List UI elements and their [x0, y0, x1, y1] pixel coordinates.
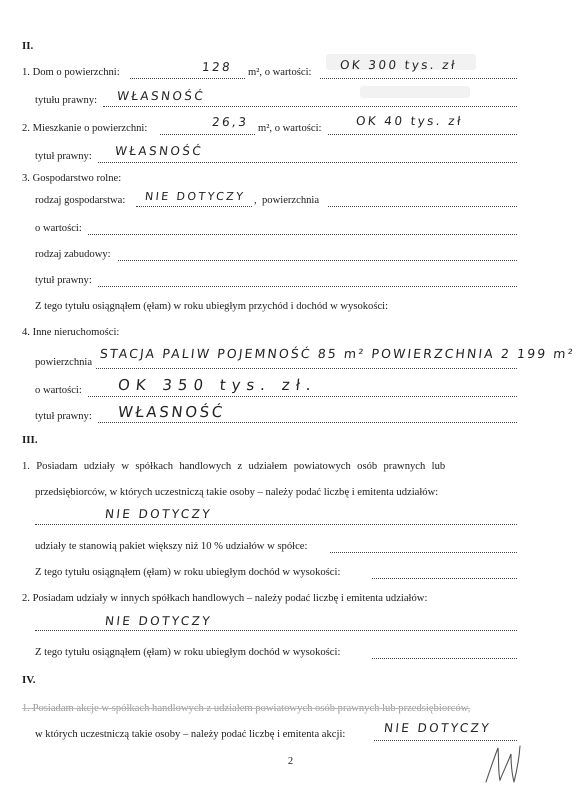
farm-type-row: rodzaj gospodarstwa: NIE DOTYCZY , powierzchnia: [0, 194, 581, 210]
shares-income-label: Z tego tytułu osiągnąłem (ęłam) w roku ubiegłym dochód w wysokości:: [35, 567, 341, 578]
other-title-value: WŁASNOŚĆ: [117, 403, 226, 421]
shares-answer: NIE DOTYCZY: [104, 507, 213, 521]
other-value: OK 350 tys. zł.: [117, 376, 318, 394]
flat-title-row: [0, 144, 581, 166]
dotted-line: [328, 202, 517, 207]
farm-type-value: NIE DOTYCZY: [144, 190, 246, 203]
house-area-row: [0, 58, 581, 82]
farm-value-label: o wartości:: [35, 223, 82, 234]
other-heading-row: [0, 326, 581, 342]
shares-pakiet-label: udziały te stanowią pakiet większy niż 10 % udziałów w spółce:: [35, 541, 308, 552]
other-label: 4. Inne nieruchomości:: [22, 327, 120, 338]
other-value-label: o wartości:: [35, 385, 82, 396]
farm-title-label: tytuł prawny:: [35, 275, 92, 286]
flat-label: 2. Mieszkanie o powierzchni:: [22, 123, 148, 134]
farm-heading-row: [0, 172, 581, 188]
dotted-line: [328, 130, 517, 135]
other-value-row: [0, 376, 581, 400]
house-title-value: WŁASNOŚĆ: [116, 89, 206, 103]
other-title-label: tytuł prawny:: [35, 411, 92, 422]
other-shares-row: [0, 592, 581, 608]
other-shares-income-label: Z tego tytułu osiągnąłem (ęłam) w roku ubiegłym dochód w wysokości:: [35, 647, 341, 658]
stocks-line1-row: [0, 702, 581, 718]
farm-income-label: Z tego tytułu osiągnąłem (ęłam) w roku ubiegłym przychód i dochód w wysokości:: [35, 301, 389, 312]
other-area-label: powierzchnia: [35, 357, 93, 368]
dotted-line: [320, 74, 517, 79]
house-title-row: [0, 89, 581, 110]
house-area-value: 128: [201, 60, 233, 74]
dotted-line: [98, 282, 517, 287]
other-area-value: STACJA PALIW POJEMNOŚĆ 85 m² POWIERZCHNIA 2 199 m²: [99, 346, 576, 361]
stocks-line2: w których uczestniczą takie osoby – należy podać liczbę i emitenta akcji:: [35, 729, 346, 740]
dotted-line: [372, 654, 517, 659]
flat-value: OK 40 tys. zł: [355, 114, 464, 128]
section-heading-iii: III.: [22, 434, 38, 446]
shares-line1: 1. Posiadam udziały w spółkach handlowych z udziałem powiatowych osób prawnych lub: [22, 461, 446, 472]
farm-build-label: rodzaj zabudowy:: [35, 249, 111, 260]
other-shares-answer-row: [0, 614, 581, 634]
other-shares-answer: NIE DOTYCZY: [104, 614, 213, 628]
other-shares-line: 2. Posiadam udziały w innych spółkach handlowych – należy podać liczbę i emitenta udziałów:: [22, 593, 428, 604]
farm-build-row: [0, 248, 581, 264]
dotted-line: [98, 158, 517, 163]
house-value: OK 300 tys. zł: [339, 58, 458, 72]
farm-type-label: rodzaj gospodarstwa:: [35, 195, 126, 206]
section-heading-ii: II.: [22, 40, 34, 52]
signature-mark: [480, 740, 530, 788]
shares-line2: przedsiębiorców, w których uczestniczą takie osoby – należy podać liczbę i emitenta udziałów:: [35, 487, 439, 498]
house-title-label: tytułu prawny:: [35, 95, 98, 106]
shares-answer-row: [0, 507, 581, 528]
section-heading-iv: IV.: [22, 674, 36, 686]
dotted-line: [118, 256, 517, 261]
dotted-line: [330, 548, 517, 553]
page-number: 2: [287, 756, 294, 767]
dotted-line: [88, 230, 517, 235]
farm-value-row: [0, 222, 581, 238]
flat-area-value: 26,3: [211, 115, 250, 129]
dotted-line: [130, 74, 245, 79]
flat-title-label: tytuł prawny:: [35, 151, 92, 162]
farm-title-row: [0, 274, 581, 290]
farm-area-label: powierzchnia: [262, 195, 320, 206]
flat-area-row: [0, 114, 581, 138]
shares-pakiet-row: [0, 540, 581, 556]
house-unit-label: m², o wartości:: [248, 67, 312, 78]
farm-income-row: [0, 300, 581, 316]
dotted-line: [96, 364, 517, 369]
other-title-row: [0, 403, 581, 426]
dotted-line: [372, 574, 517, 579]
stocks-answer: NIE DOTYCZY: [383, 721, 492, 735]
dotted-line: [160, 130, 255, 135]
other-area-row: [0, 346, 581, 372]
other-shares-income-row: [0, 646, 581, 662]
shares-income-row: [0, 566, 581, 582]
flat-unit-label: m², o wartości:: [258, 123, 322, 134]
farm-label: 3. Gospodarstwo rolne:: [22, 173, 122, 184]
shares-line1-row: [0, 460, 581, 476]
shares-line2-row: [0, 486, 581, 502]
flat-title-value: WŁASNOŚĆ: [114, 144, 204, 158]
house-label: 1. Dom o powierzchni:: [22, 67, 120, 78]
stocks-line1: 1. Posiadam akcje w spółkach handlowych z udziałem powiatowych osób prawnych lub przedsiębiorców,: [22, 703, 471, 714]
